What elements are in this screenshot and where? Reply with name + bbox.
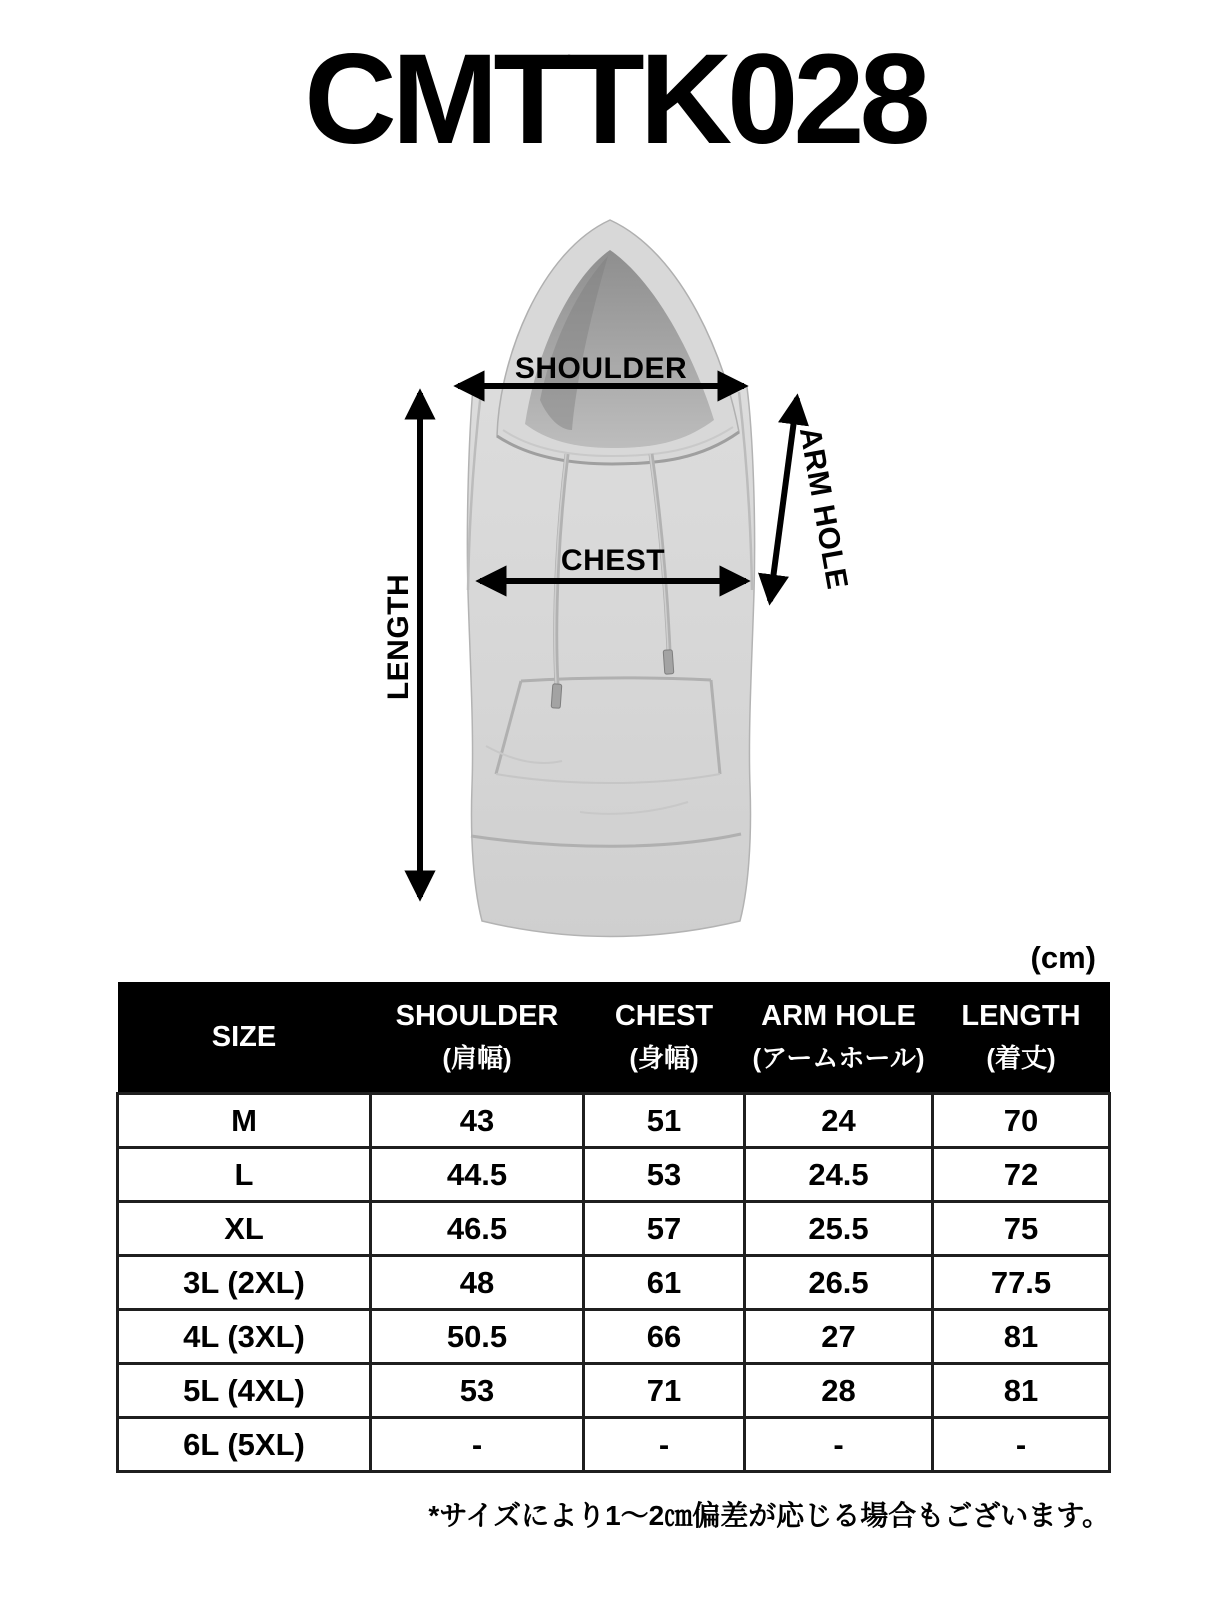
table-cell: 70: [933, 1094, 1110, 1148]
table-cell: 53: [584, 1148, 745, 1202]
drawstring-aglet-left: [551, 684, 562, 709]
header-cell-size: SIZE: [118, 982, 371, 1094]
page-title: CMTTK028: [304, 28, 926, 171]
chest-label: CHEST: [560, 544, 666, 577]
size-chart-table: [116, 982, 1111, 1473]
table-cell: 51: [584, 1094, 745, 1148]
unit-cm-label: (cm): [1030, 940, 1096, 975]
table-cell: 28: [745, 1364, 933, 1418]
table-cell: -: [745, 1418, 933, 1472]
garment-size-diagram: [0, 190, 1230, 950]
table-cell: XL: [118, 1202, 371, 1256]
drawstring-aglet-right: [663, 650, 674, 675]
table-cell: -: [933, 1418, 1110, 1472]
table-row: [118, 1202, 1110, 1256]
table-cell: 43: [371, 1094, 584, 1148]
size-chart-header: [118, 982, 1110, 1094]
length-label: LENGTH: [382, 573, 415, 701]
garment-illustration: [0, 190, 1230, 950]
table-cell: 4L (3XL): [118, 1310, 371, 1364]
table-cell: -: [584, 1418, 745, 1472]
header-cell-length: LENGTH (着丈): [933, 982, 1110, 1094]
table-row: [118, 1364, 1110, 1418]
table-cell: 57: [584, 1202, 745, 1256]
table-row: [118, 1148, 1110, 1202]
hoodie-body: [467, 387, 754, 937]
table-cell: 61: [584, 1256, 745, 1310]
arm-hole-arrow: [770, 398, 797, 601]
header-cell-arm-hole: ARM HOLE (アームホール): [745, 982, 933, 1094]
table-cell: 81: [933, 1310, 1110, 1364]
table-cell: 24.5: [745, 1148, 933, 1202]
table-cell: 24: [745, 1094, 933, 1148]
table-cell: 3L (2XL): [118, 1256, 371, 1310]
table-cell: 75: [933, 1202, 1110, 1256]
table-cell: 44.5: [371, 1148, 584, 1202]
table-cell: 72: [933, 1148, 1110, 1202]
table-row: [118, 1256, 1110, 1310]
table-row: [118, 1094, 1110, 1148]
table-row: [118, 1418, 1110, 1472]
table-cell: 66: [584, 1310, 745, 1364]
table-cell: 50.5: [371, 1310, 584, 1364]
table-cell: 71: [584, 1364, 745, 1418]
table-cell: 53: [371, 1364, 584, 1418]
hood: [497, 220, 739, 464]
size-deviation-footnote: *サイズにより1〜2㎝偏差が応じる場合もございます。: [428, 1500, 1110, 1531]
header-cell-shoulder: SHOULDER (肩幅): [371, 982, 584, 1094]
table-cell: -: [371, 1418, 584, 1472]
arm-hole-label: ARM HOLE: [792, 424, 854, 592]
table-cell: M: [118, 1094, 371, 1148]
table-cell: 5L (4XL): [118, 1364, 371, 1418]
table-cell: 81: [933, 1364, 1110, 1418]
table-cell: 46.5: [371, 1202, 584, 1256]
table-cell: 26.5: [745, 1256, 933, 1310]
table-cell: 77.5: [933, 1256, 1110, 1310]
table-cell: L: [118, 1148, 371, 1202]
header-cell-chest: CHEST (身幅): [584, 982, 745, 1094]
table-row: [118, 1310, 1110, 1364]
table-cell: 6L (5XL): [118, 1418, 371, 1472]
shoulder-label: SHOULDER: [514, 352, 688, 385]
table-cell: 48: [371, 1256, 584, 1310]
table-cell: 25.5: [745, 1202, 933, 1256]
table-cell: 27: [745, 1310, 933, 1364]
